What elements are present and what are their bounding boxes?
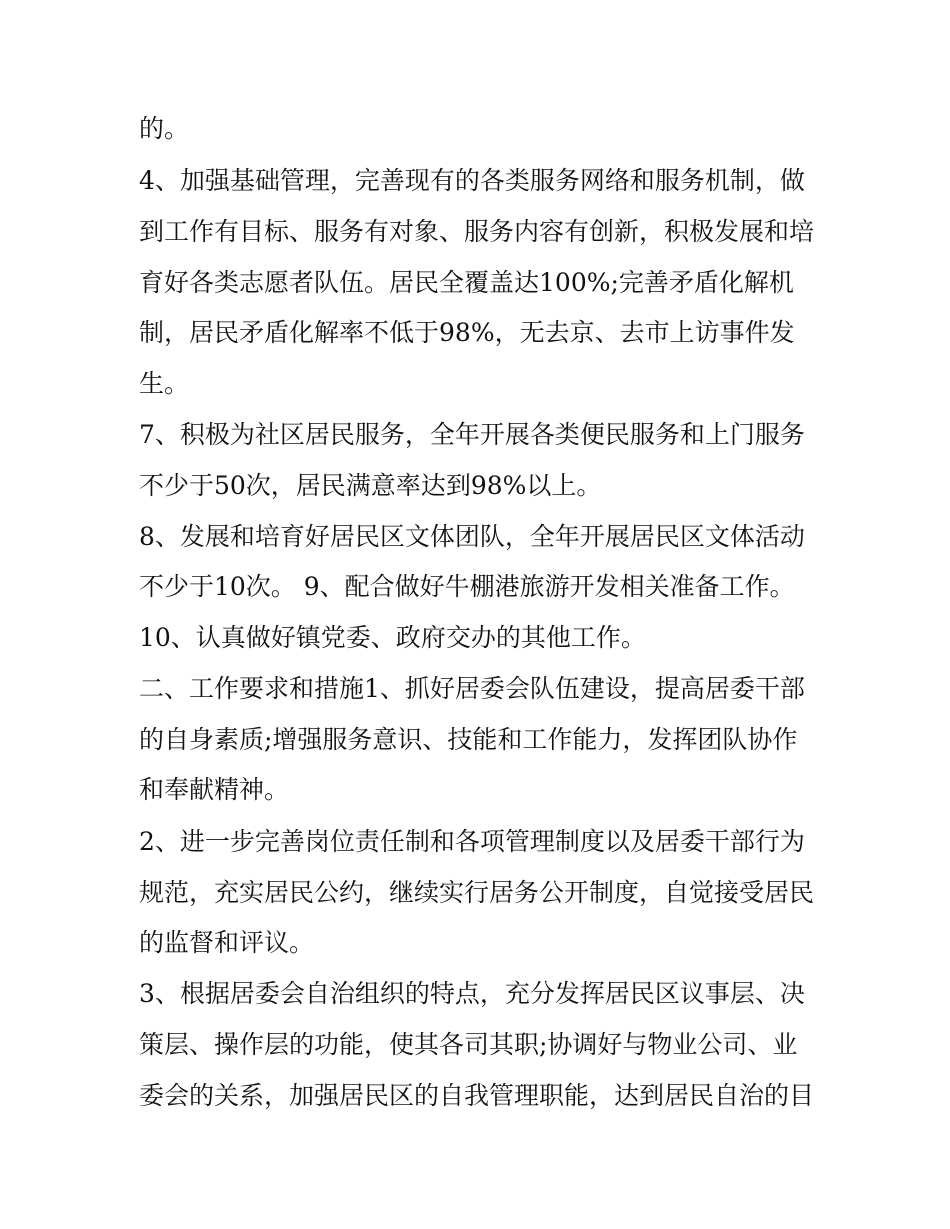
text-line: 和奉献精神。 bbox=[139, 775, 290, 804]
text-line: 二、工作要求和措施1、抓好居委会队伍建设，提高居委干部 bbox=[139, 674, 805, 703]
text-line: 4、加强基础管理，完善现有的各类服务网络和服务机制，做 bbox=[139, 166, 805, 195]
text-line: 的。 bbox=[139, 114, 190, 143]
text-line: 制，居民矛盾化解率不低于98%，无去京、去市上访事件发 bbox=[139, 318, 795, 347]
text-line: 策层、操作层的功能，使其各司其职;协调好与物业公司、业 bbox=[139, 1030, 798, 1059]
text-line: 的监督和评议。 bbox=[139, 928, 315, 957]
text-line: 2、进一步完善岗位责任制和各项管理制度以及居委干部行为 bbox=[139, 827, 805, 856]
text-line: 委会的关系，加强居民区的自我管理职能，达到居民自治的目 bbox=[139, 1081, 815, 1110]
text-line: 的自身素质;增强服务意识、技能和工作能力，发挥团队协作 bbox=[139, 725, 798, 754]
text-line: 不少于50次，居民满意率达到98%以上。 bbox=[139, 471, 602, 500]
text-line: 7、积极为社区居民服务，全年开展各类便民服务和上门服务 bbox=[139, 420, 805, 449]
text-line: 规范，充实居民公约，继续实行居务公开制度，自觉接受居民 bbox=[139, 878, 815, 907]
text-line: 10、认真做好镇党委、政府交办的其他工作。 bbox=[139, 623, 646, 652]
text-line: 育好各类志愿者队伍。居民全覆盖达100%;完善矛盾化解机 bbox=[139, 268, 794, 297]
text-line: 8、发展和培育好居民区文体团队，全年开展居民区文体活动 bbox=[139, 522, 805, 551]
text-line: 生。 bbox=[139, 369, 190, 398]
text-line: 3、根据居委会自治组织的特点，充分发挥居民区议事层、决 bbox=[139, 979, 805, 1008]
text-line: 不少于10次。 9、配合做好牛棚港旅游开发相关准备工作。 bbox=[139, 572, 795, 601]
text-line: 到工作有目标、服务有对象、服务内容有创新，积极发展和培 bbox=[139, 217, 815, 246]
